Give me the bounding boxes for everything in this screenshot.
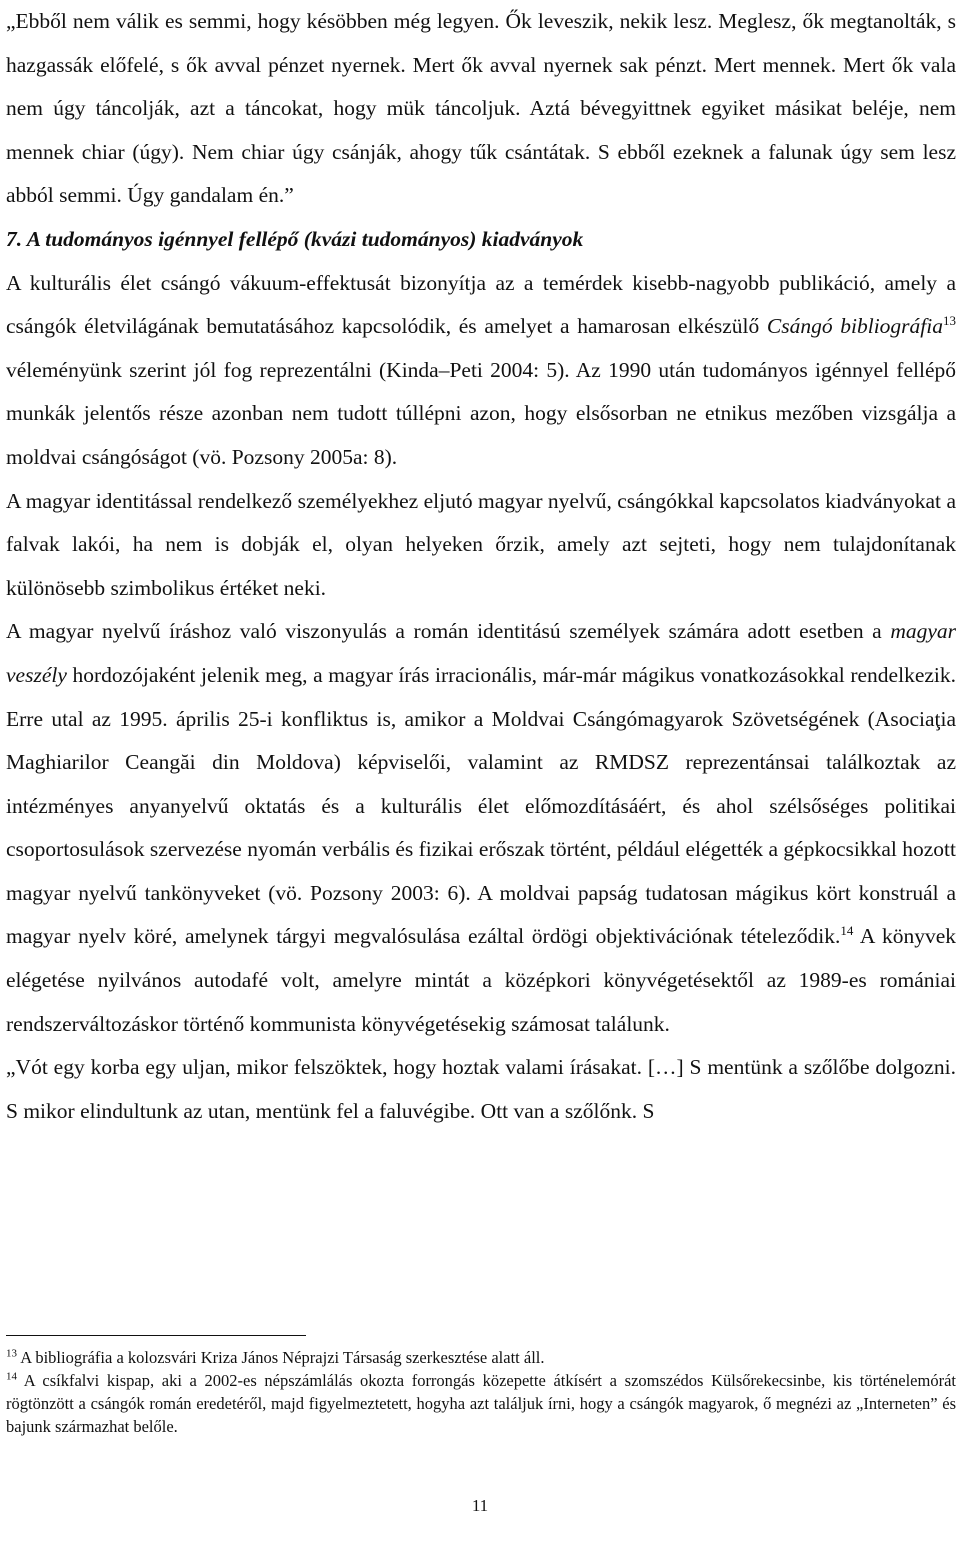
quote-paragraph-2: „Vót egy korba egy uljan, mikor felszöktek, hogy hoztak valami írásakat. […] S mentünk a szőlőbe dolgozni. S mikor elindultunk az utan, mentünk fel a faluvégibe. Ott van a szőlőnk. S [6, 1055, 956, 1123]
footnote-ref-13[interactable]: 13 [943, 313, 956, 328]
footnote-text: A csíkfalvi kispap, aki a 2002-es népszámlálás okozta forrongás közepette átkísért a szomszédos Külsőrekecsinbe, kis történelemórát rögtönzött a csángók román eredetéről, majd figyelmeztetett, hogyha azt találjuk írni, hogy a csángók magyarok, ő megnézi az „Interneten” és bajunk származhat belőle. [6, 1371, 956, 1436]
quote-text: „Ebből nem válik es semmi, hogy késöbben még legyen. Ők leveszik, nekik lesz. Meglesz, ők megtanolták, s hazgassák előfelé, s ők avval pénzet nyernek. Mert ők avval nyernek sak pénzt. Mert mennek. Mert ők vala nem úgy táncolják, azt a táncokat, hogy mük táncoljuk. Aztá bévegyittnek egyiket másikat beléje, nem mennek chiar (úgy). Nem chiar úgy csánják, ahogy tűk csántátak. S ebből ezeknek a falunak úgy sem lesz abból semmi. Úgy gandalam én.” [6, 9, 956, 208]
footnote-13 [6, 1346, 956, 1369]
footnote-number: 13 [6, 1347, 17, 1360]
footnote-number: 14 [6, 1370, 17, 1383]
paragraph-2 [6, 262, 956, 480]
footnotes [6, 1335, 956, 1438]
section-heading: 7. A tudományos igénnyel fellépő (kvázi tudományos) kiadványok [6, 226, 584, 251]
paragraph-4-text-c: A könyvek elégetése nyilvános autodafé volt, amelyre mintát a középkori könyvégetésektől az 1989-es romániai rendszerváltozáskor történő kommunista könyvégetésekig számosat találunk. [6, 924, 956, 1036]
body-text [6, 0, 956, 1133]
footnote-ref-14[interactable]: 14 [840, 923, 854, 939]
footnote-text: A bibliográfia a kolozsvári Kriza János Néprajzi Társaság szerkesztése alatt áll. [17, 1348, 545, 1367]
paragraph-2-text-a: A kulturális élet csángó vákuum-effektusát bizonyítja az a temérdek kisebb-nagyobb publikáció, amely a csángók életvilágának bemutatásához kapcsolódik, és amelyet a hamarosan elkészülő [6, 270, 956, 339]
italic-phrase: magyar veszély [6, 619, 956, 687]
paragraph-3: A magyar identitással rendelkező személyekhez eljutó magyar nyelvű, csángókkal kapcsolatos kiadványokat a falvak lakói, ha nem is dobják el, olyan helyeken őrzik, amely azt sejteti, hogy nem tulajdonítanak különösebb szimbolikus értéket neki. [6, 488, 956, 600]
footnote-divider [6, 1335, 306, 1336]
document-page [6, 0, 956, 1133]
page-number: 11 [471, 1496, 489, 1515]
italic-title: Csángó bibliográfia [766, 314, 943, 339]
paragraph-2-text-b: véleményünk szerint jól fog reprezentálni (Kinda–Peti 2004: 5). Az 1990 után tudományos igénnyel fellépő munkák jelentős része azonban nem tudott túllépni azon, hogy elsősorban ne etnikus mezőben vizsgálja a moldvai csángóságot (vö. Pozsony 2005a: 8). [6, 357, 956, 469]
footnote-14 [6, 1369, 956, 1438]
paragraph-4-text-a: A magyar nyelvű íráshoz való viszonyulás a román identitású személyek számára adott esetben a [6, 619, 891, 644]
paragraph-4 [6, 610, 956, 1046]
paragraph-4-text-b: hordozójaként jelenik meg, a magyar írás irracionális, már-már mágikus vonatkozásokkal rendelkezik. Erre utal az 1995. április 25-i konfliktus is, amikor a Moldvai Csángómagyarok Szövetségének (Asociaţia Maghiarilor Ceangăi din Moldova) képviselői, valamint az RMDSZ reprezentánsai találkoztak az intézményes anyanyelvű oktatás és a kulturális élet előmozdításáért, és ahol szélsőséges politikai csoportosulások szervezése nyomán verbális és fizikai erőszak történt, például elégették a gépkocsikkal hozott magyar nyelvű tankönyveket (vö. Pozsony 2003: 6). A moldvai papság tudatosan mágikus kört konstruál a magyar nyelv köré, amelynek tárgyi megvalósulása ezáltal ördögi objektivációnak tételeződik. [6, 662, 956, 949]
quote-paragraph [6, 0, 956, 218]
